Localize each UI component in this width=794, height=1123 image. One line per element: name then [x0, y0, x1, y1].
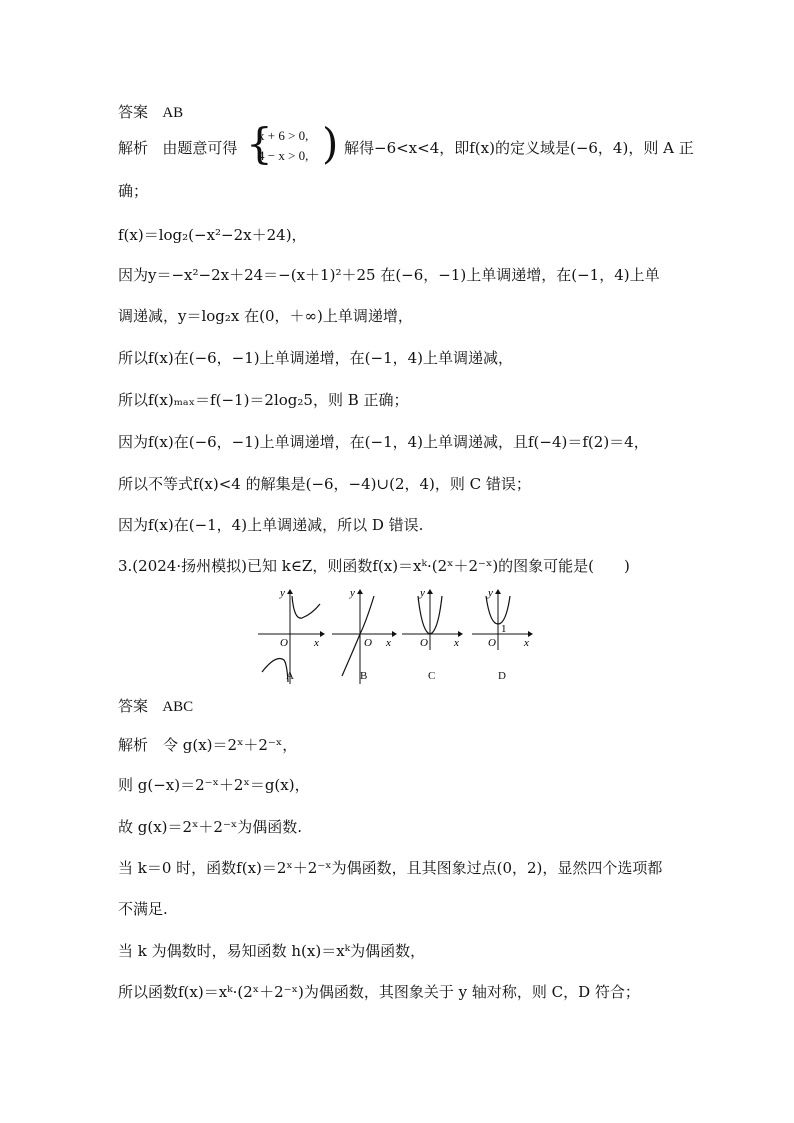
analysis-label: 解析 — [118, 139, 149, 157]
text-line: 故 g(x)＝2ˣ＋2⁻ˣ为偶函数. — [118, 818, 303, 836]
answer-label: 答案 — [118, 103, 149, 121]
analysis-continue: 确； — [118, 182, 149, 200]
right-bracket: ) — [322, 119, 339, 168]
graph-d-x-label: x — [524, 637, 529, 649]
graph-b-y-label: y — [350, 588, 355, 599]
system-row-2: 4 − x > 0, — [258, 148, 309, 163]
graph-a-label: A — [286, 670, 294, 682]
text-line: 所以函数f(x)＝xᵏ·(2ˣ＋2⁻ˣ)为偶函数，其图象关于 y 轴对称，则 C，D 符合； — [118, 983, 640, 1001]
graph-b-origin: O — [364, 637, 372, 649]
graph-a-y-label: y — [280, 588, 285, 599]
answer-line-2 — [118, 696, 193, 717]
analysis-lead-text: 由题意可得 — [162, 139, 238, 157]
text-line: 所以f(x)在(−6，−1)上单调递增，在(−1，4)上单调递减， — [118, 349, 514, 367]
text-line: 则 g(−x)＝2⁻ˣ＋2ˣ＝g(x)， — [118, 776, 310, 794]
left-brace: { — [246, 119, 273, 168]
system-row-1: x + 6 > 0, — [258, 128, 309, 143]
text-line: 因为f(x)在(−6，−1)上单调递增，在(−1，4)上单调递减，且f(−4)＝f(2)＝4， — [118, 433, 649, 451]
graph-a-x-label: x — [314, 637, 319, 649]
analysis-lead — [118, 138, 237, 158]
graph-d-y-label: y — [488, 588, 493, 599]
analysis-tail: 解得−6<x<4，即f(x)的定义域是(−6，4)，则 A 正 — [344, 139, 694, 157]
graph-b-x-label: x — [386, 637, 391, 649]
graph-c-label: C — [428, 670, 436, 682]
text-line: 解析 令 g(x)＝2ˣ＋2⁻ˣ， — [118, 736, 298, 754]
text-line: f(x)＝log₂(−x²−2x＋24)， — [118, 226, 307, 244]
graph-d-intercept: 1 — [501, 623, 507, 635]
graph-c-origin: O — [420, 637, 428, 649]
graph-a-origin: O — [280, 637, 288, 649]
graph-b-label: B — [360, 670, 368, 682]
graph-c-y-label: y — [420, 588, 425, 599]
text-line: 因为y＝−x²−2x＋24＝−(x＋1)²＋25 在(−6，−1)上单调递增，在(−1，4)上单 — [118, 266, 660, 284]
graph-option-d — [470, 588, 534, 688]
graph-option-a — [256, 588, 326, 688]
answer-label: 答案 — [118, 697, 149, 715]
answer-value: ABC — [162, 699, 194, 715]
text-line: 调递减，y＝log₂x 在(0，＋∞)上单调递增， — [118, 307, 413, 325]
graph-d-label: D — [498, 670, 506, 682]
text-line: 所以f(x)ₘₐₓ＝f(−1)＝2log₂5，则 B 正确； — [118, 391, 409, 409]
graph-option-c — [400, 588, 464, 688]
text-line: 当 k＝0 时，函数f(x)＝2ˣ＋2⁻ˣ为偶函数，且其图象过点(0，2)，显然四个选项都 — [118, 859, 663, 877]
text-line: 所以不等式f(x)<4 的解集是(−6，−4)∪(2，4)，则 C 错误； — [118, 475, 531, 493]
graph-d-origin: O — [488, 637, 496, 649]
text-line: 不满足. — [118, 900, 168, 918]
answer-line-1 — [118, 102, 183, 123]
question-3: 3.(2024·扬州模拟)已知 k∈Z，则函数f(x)＝xᵏ·(2ˣ＋2⁻ˣ)的图象可能是( ) — [118, 557, 630, 575]
text-line: 因为f(x)在(−1，4)上单调递减，所以 D 错误. — [118, 516, 424, 534]
graph-option-b — [330, 588, 400, 688]
text-line: 当 k 为偶数时，易知函数 h(x)＝xᵏ为偶函数， — [118, 942, 426, 960]
inequality-system — [246, 119, 342, 170]
answer-value: AB — [162, 105, 184, 121]
graph-c-x-label: x — [454, 637, 459, 649]
